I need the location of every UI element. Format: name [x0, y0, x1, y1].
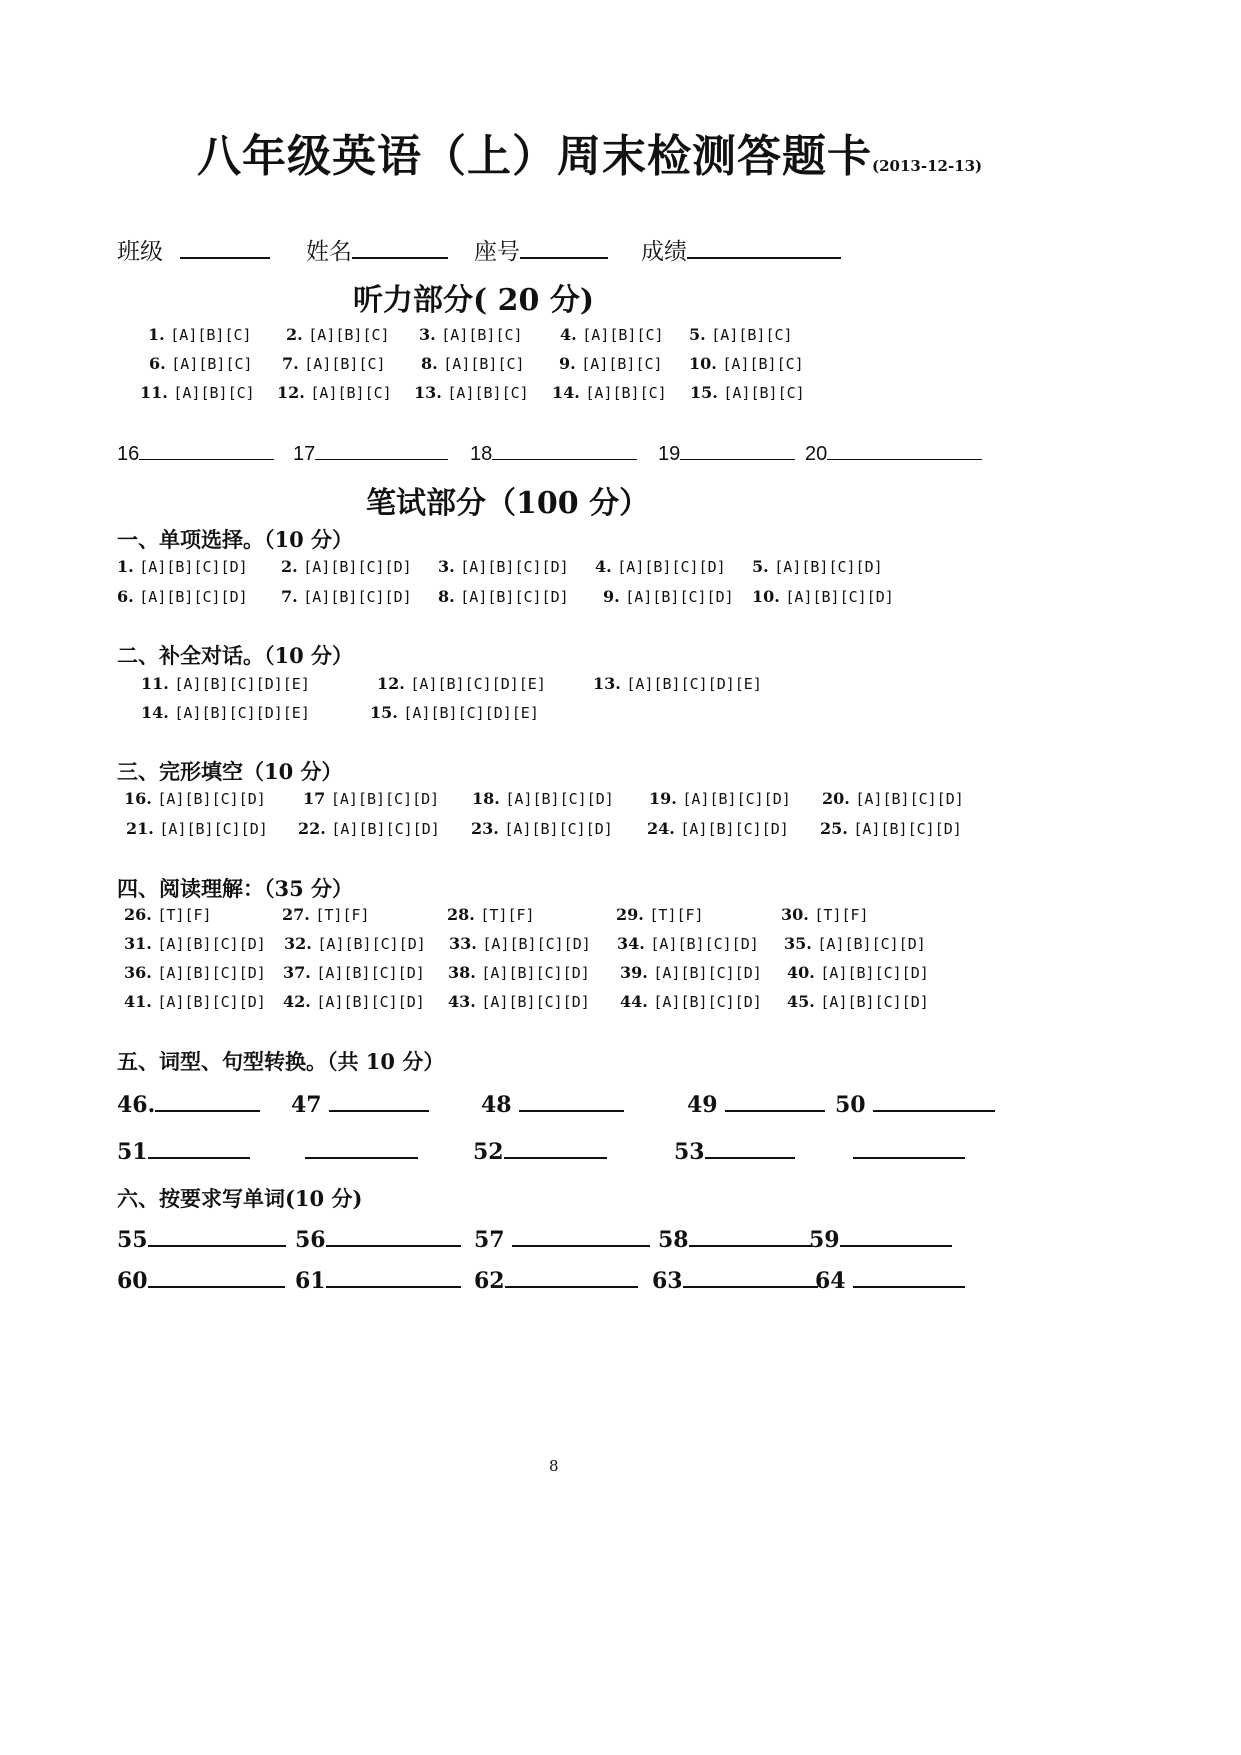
s5-blank-7 — [305, 1139, 418, 1165]
blank-number: 52 — [473, 1139, 504, 1165]
s5-blank-1 — [117, 1092, 260, 1118]
answer-options[interactable]: [A][B][C][D] — [653, 964, 762, 982]
question-number: 11. — [140, 383, 174, 402]
s5-blank-6 — [117, 1139, 250, 1165]
answer-options[interactable]: [T][F] — [814, 906, 869, 924]
question-number: 17 — [303, 789, 331, 808]
blank-number: 51 — [117, 1139, 148, 1165]
answer-options[interactable]: [A][B][C] — [585, 384, 667, 402]
question-number: 24. — [647, 819, 681, 838]
answer-options[interactable]: [A][B][C][D] — [460, 558, 569, 576]
listening-question-3[interactable] — [419, 325, 523, 344]
answer-options[interactable]: [A][B][C][D][E] — [174, 675, 310, 693]
blank-number: 58 — [658, 1227, 689, 1253]
answer-options[interactable]: [A][B][C][D][E] — [626, 675, 762, 693]
blank-number: 49 — [687, 1092, 726, 1118]
s4-question-32[interactable] — [284, 934, 426, 953]
s3-question-18[interactable] — [472, 789, 614, 808]
s6-blank-61 — [295, 1268, 461, 1294]
s4-question-41[interactable] — [124, 992, 266, 1011]
s4-question-28[interactable] — [447, 905, 535, 924]
listening-question-13[interactable] — [414, 383, 529, 402]
s4-question-44[interactable] — [620, 992, 762, 1011]
answer-options[interactable]: [A][B][C][D] — [460, 588, 569, 606]
listening-question-12[interactable] — [277, 383, 392, 402]
answer-blank[interactable] — [683, 1268, 818, 1288]
blank-number: 47 — [291, 1092, 330, 1118]
s5-blank-4 — [687, 1092, 825, 1118]
answer-options[interactable]: [A][B][C] — [582, 326, 664, 344]
question-number: 7. — [282, 354, 305, 373]
question-number: 28. — [447, 905, 481, 924]
question-number: 29. — [616, 905, 650, 924]
listening-question-8[interactable] — [421, 354, 525, 373]
question-number: 6. — [117, 587, 140, 606]
question-number: 27. — [282, 905, 316, 924]
s1-question-5[interactable] — [752, 557, 883, 576]
answer-options[interactable]: [A][B][C][D] — [139, 558, 248, 576]
s5-blank-3 — [481, 1092, 624, 1118]
answer-blank[interactable] — [148, 1139, 250, 1159]
answer-options[interactable]: [A][B][C][D] — [331, 820, 440, 838]
question-number: 33. — [449, 934, 483, 953]
answer-options[interactable]: [T][F] — [649, 906, 704, 924]
listening-question-11[interactable] — [140, 383, 255, 402]
question-number: 35. — [784, 934, 818, 953]
blank-number: 50 — [835, 1092, 874, 1118]
question-number: 37. — [283, 963, 317, 982]
question-number: 40. — [787, 963, 821, 982]
question-number: 38. — [448, 963, 482, 982]
blank-number: 53 — [674, 1139, 705, 1165]
answer-options[interactable]: [A][B][C][D] — [159, 820, 268, 838]
answer-options[interactable]: [A][B][C] — [173, 384, 255, 402]
answer-options[interactable]: [A][B][C][D] — [680, 820, 789, 838]
question-number: 16. — [124, 789, 158, 808]
blank-number: 56 — [295, 1227, 326, 1253]
s3-question-23[interactable] — [471, 819, 613, 838]
blank-number: 64 — [815, 1268, 854, 1294]
s4-question-45[interactable] — [787, 992, 929, 1011]
listening-question-10[interactable] — [689, 354, 804, 373]
answer-options[interactable]: [A][B][C][D] — [855, 790, 964, 808]
answer-blank[interactable] — [689, 1227, 812, 1247]
answer-blank[interactable] — [492, 441, 637, 460]
answer-options[interactable]: [A][B][C][D] — [139, 588, 248, 606]
name-info — [306, 233, 448, 266]
s1-question-6[interactable] — [117, 587, 248, 606]
question-number: 45. — [787, 992, 821, 1011]
answer-options[interactable]: [A][B][C][D][E] — [403, 704, 539, 722]
question-number: 13. — [414, 383, 448, 402]
answer-options[interactable]: [A][B][C][D] — [317, 935, 426, 953]
answer-options[interactable]: [A][B][C] — [310, 384, 392, 402]
answer-blank[interactable] — [873, 1092, 995, 1112]
answer-options[interactable]: [A][B][C][D] — [330, 790, 440, 808]
question-number: 26. — [124, 905, 158, 924]
question-number: 13. — [593, 674, 627, 693]
listening-question-7[interactable] — [282, 354, 386, 373]
s4-question-29[interactable] — [616, 905, 704, 924]
s6-blank-63 — [652, 1268, 818, 1294]
s6-blank-55 — [117, 1227, 286, 1253]
question-number: 15. — [690, 383, 724, 402]
seat-field[interactable] — [520, 235, 608, 259]
s4-question-40[interactable] — [787, 963, 929, 982]
listening-fill-20 — [805, 441, 982, 466]
s4-question-27[interactable] — [282, 905, 370, 924]
section-3-heading: 三、完形填空（10 分） — [117, 759, 343, 784]
answer-options[interactable]: [A][B][C][D][E] — [410, 675, 546, 693]
question-number: 36. — [124, 963, 158, 982]
blank-number: 17 — [293, 443, 316, 465]
question-number: 8. — [438, 587, 461, 606]
question-number: 5. — [689, 325, 712, 344]
answer-options[interactable]: [A][B][C][D] — [316, 993, 425, 1011]
answer-options[interactable]: [A][B][C][D] — [303, 588, 412, 606]
answer-options[interactable]: [A][B][C][D] — [303, 558, 412, 576]
s6-blank-60 — [117, 1268, 285, 1294]
blank-number: 16 — [117, 443, 140, 465]
s4-question-39[interactable] — [620, 963, 762, 982]
s3-question-17[interactable] — [303, 789, 439, 808]
answer-options[interactable]: [A][B][C][D] — [482, 935, 591, 953]
answer-blank[interactable] — [329, 1092, 429, 1112]
s4-question-33[interactable] — [449, 934, 591, 953]
answer-blank[interactable] — [705, 1139, 795, 1159]
question-number: 9. — [603, 587, 626, 606]
answer-options[interactable]: [A][B][C][D] — [820, 993, 929, 1011]
blank-number: 60 — [117, 1268, 148, 1294]
question-number: 6. — [149, 354, 172, 373]
s4-question-34[interactable] — [617, 934, 759, 953]
blank-number: 20 — [805, 443, 828, 465]
answer-options[interactable]: [A][B][C] — [304, 355, 386, 373]
answer-options[interactable]: [A][B][C][D] — [820, 964, 929, 982]
answer-options[interactable]: [A][B][C][D] — [853, 820, 962, 838]
question-number: 3. — [419, 325, 442, 344]
s4-question-35[interactable] — [784, 934, 926, 953]
seat-label: 座号 — [474, 239, 520, 265]
answer-options[interactable]: [A][B][C][D] — [157, 993, 266, 1011]
answer-options[interactable]: [A][B][C][D] — [650, 935, 759, 953]
title-text: 八年级英语（上）周末检测答题卡 — [197, 131, 872, 182]
s1-question-8[interactable] — [438, 587, 569, 606]
s3-question-21[interactable] — [126, 819, 268, 838]
answer-options[interactable]: [A][B][C] — [723, 384, 805, 402]
question-number: 10. — [752, 587, 786, 606]
question-number: 9. — [559, 354, 582, 373]
answer-blank[interactable] — [504, 1139, 607, 1159]
answer-blank[interactable] — [148, 1227, 286, 1247]
section-2-heading: 二、补全对话。（10 分） — [117, 643, 354, 668]
section-4-heading: 四、阅读理解：（35 分） — [117, 876, 354, 901]
answer-options[interactable]: [A][B][C][D] — [625, 588, 734, 606]
answer-options[interactable]: [A][B][C][D] — [481, 993, 590, 1011]
question-number: 14. — [141, 703, 175, 722]
blank-number: 19 — [658, 443, 681, 465]
s4-question-37[interactable] — [283, 963, 425, 982]
blank-number: 57 — [474, 1227, 513, 1253]
question-number: 4. — [595, 557, 618, 576]
answer-options[interactable]: [A][B][C][D] — [774, 558, 883, 576]
answer-options[interactable]: [A][B][C][D] — [157, 935, 266, 953]
listening-fill-16 — [117, 441, 274, 466]
s5-blank-9 — [674, 1139, 795, 1165]
s6-blank-57 — [474, 1227, 650, 1253]
s2-question-15[interactable] — [370, 703, 539, 722]
class-field[interactable] — [180, 235, 270, 259]
name-field[interactable] — [352, 235, 448, 259]
blank-number: 63 — [652, 1268, 683, 1294]
answer-options[interactable]: [A][B][C][D] — [157, 790, 266, 808]
s3-question-19[interactable] — [649, 789, 791, 808]
question-number: 5. — [752, 557, 775, 576]
answer-options[interactable]: [A][B][C] — [171, 355, 253, 373]
answer-options[interactable]: [A][B][C][D] — [157, 964, 266, 982]
listening-question-15[interactable] — [690, 383, 805, 402]
question-number: 22. — [298, 819, 332, 838]
blank-number: 59 — [809, 1227, 840, 1253]
question-number: 43. — [448, 992, 482, 1011]
answer-options[interactable]: [A][B][C][D] — [504, 820, 613, 838]
answer-options[interactable]: [A][B][C][D] — [617, 558, 726, 576]
listening-fill-17 — [293, 441, 448, 466]
s2-question-12[interactable] — [377, 674, 546, 693]
answer-blank[interactable] — [315, 441, 448, 460]
s4-question-38[interactable] — [448, 963, 590, 982]
s1-question-3[interactable] — [438, 557, 569, 576]
answer-options[interactable]: [A][B][C] — [308, 326, 390, 344]
answer-options[interactable]: [A][B][C] — [441, 326, 523, 344]
question-number: 15. — [370, 703, 404, 722]
listening-question-14[interactable] — [552, 383, 667, 402]
question-number: 10. — [689, 354, 723, 373]
s2-question-14[interactable] — [141, 703, 310, 722]
s5-blank-2 — [291, 1092, 429, 1118]
s3-question-25[interactable] — [820, 819, 962, 838]
answer-blank[interactable] — [505, 1268, 638, 1288]
s4-question-42[interactable] — [283, 992, 425, 1011]
question-number: 30. — [781, 905, 815, 924]
seat-info — [474, 233, 608, 266]
answer-options[interactable]: [A][B][C][D] — [505, 790, 614, 808]
s3-question-24[interactable] — [647, 819, 789, 838]
answer-options[interactable]: [T][F] — [315, 906, 370, 924]
name-label: 姓名 — [306, 239, 352, 265]
blank-number: 61 — [295, 1268, 326, 1294]
answer-blank[interactable] — [840, 1227, 952, 1247]
question-number: 21. — [126, 819, 160, 838]
s5-blank-8 — [473, 1139, 607, 1165]
answer-blank[interactable] — [155, 1092, 260, 1112]
answer-blank[interactable] — [148, 1268, 285, 1288]
answer-options[interactable]: [A][B][C][D] — [653, 993, 762, 1011]
answer-options[interactable]: [A][B][C][D] — [785, 588, 894, 606]
question-number: 11. — [141, 674, 175, 693]
s6-blank-62 — [474, 1268, 638, 1294]
listening-question-4[interactable] — [560, 325, 664, 344]
question-number: 2. — [281, 557, 304, 576]
answer-blank[interactable] — [853, 1268, 965, 1288]
blank-number: 46. — [117, 1092, 156, 1118]
answer-options[interactable]: [A][B][C][D] — [682, 790, 791, 808]
s5-blank-5 — [835, 1092, 995, 1118]
answer-blank[interactable] — [305, 1139, 418, 1159]
section-1-heading: 一、单项选择。（10 分） — [117, 527, 354, 552]
s1-question-10[interactable] — [752, 587, 894, 606]
answer-options[interactable]: [T][F] — [480, 906, 535, 924]
answer-blank[interactable] — [512, 1227, 650, 1247]
score-field[interactable] — [687, 235, 841, 259]
question-number: 20. — [822, 789, 856, 808]
score-info — [641, 233, 841, 266]
answer-options[interactable]: [A][B][C] — [447, 384, 529, 402]
s2-question-13[interactable] — [593, 674, 762, 693]
listening-question-2[interactable] — [286, 325, 390, 344]
written-title: 笔试部分（100 分） — [366, 486, 650, 521]
class-label: 班级 — [117, 239, 163, 265]
answer-options[interactable]: [A][B][C] — [170, 326, 252, 344]
question-number: 8. — [421, 354, 444, 373]
listening-title: 听力部分( 20 分) — [353, 283, 595, 318]
s6-blank-58 — [658, 1227, 812, 1253]
question-number: 23. — [471, 819, 505, 838]
answer-options[interactable]: [A][B][C][D] — [481, 964, 590, 982]
answer-options[interactable]: [A][B][C][D] — [817, 935, 926, 953]
answer-blank[interactable] — [326, 1268, 461, 1288]
question-number: 4. — [560, 325, 583, 344]
listening-question-5[interactable] — [689, 325, 793, 344]
section-5-heading: 五、词型、句型转换。（共 10 分） — [117, 1049, 445, 1074]
title-date: (2013-12-13) — [872, 157, 983, 175]
s6-blank-64 — [815, 1268, 965, 1294]
listening-fill-19 — [658, 441, 795, 466]
s1-question-7[interactable] — [281, 587, 412, 606]
answer-blank[interactable] — [853, 1139, 965, 1159]
question-number: 1. — [117, 557, 140, 576]
question-number: 12. — [377, 674, 411, 693]
question-number: 44. — [620, 992, 654, 1011]
answer-blank[interactable] — [139, 441, 274, 460]
s5-blank-10 — [853, 1139, 965, 1165]
blank-number: 62 — [474, 1268, 505, 1294]
answer-blank[interactable] — [725, 1092, 825, 1112]
s1-question-9[interactable] — [603, 587, 734, 606]
answer-blank[interactable] — [519, 1092, 624, 1112]
blank-number: 48 — [481, 1092, 520, 1118]
section-6-heading: 六、按要求写单词(10 分) — [117, 1186, 363, 1211]
answer-options[interactable]: [A][B][C][D][E] — [174, 704, 310, 722]
question-number: 19. — [649, 789, 683, 808]
answer-options[interactable]: [A][B][C] — [443, 355, 525, 373]
answer-blank[interactable] — [827, 441, 982, 460]
answer-options[interactable]: [A][B][C] — [581, 355, 663, 373]
s4-question-26[interactable] — [124, 905, 212, 924]
question-number: 1. — [148, 325, 171, 344]
question-number: 25. — [820, 819, 854, 838]
s1-question-4[interactable] — [595, 557, 726, 576]
question-number: 3. — [438, 557, 461, 576]
s4-question-30[interactable] — [781, 905, 869, 924]
page-title — [197, 120, 982, 184]
blank-number: 18 — [470, 443, 493, 465]
question-number: 39. — [620, 963, 654, 982]
s1-question-1[interactable] — [117, 557, 248, 576]
question-number: 2. — [286, 325, 309, 344]
question-number: 14. — [552, 383, 586, 402]
question-number: 12. — [277, 383, 311, 402]
listening-question-1[interactable] — [148, 325, 252, 344]
question-number: 32. — [284, 934, 318, 953]
answer-blank[interactable] — [680, 441, 795, 460]
s3-question-16[interactable] — [124, 789, 266, 808]
question-number: 18. — [472, 789, 506, 808]
answer-options[interactable]: [A][B][C][D] — [316, 964, 425, 982]
answer-options[interactable]: [T][F] — [157, 906, 212, 924]
s6-blank-56 — [295, 1227, 461, 1253]
listening-question-6[interactable] — [149, 354, 253, 373]
question-number: 7. — [281, 587, 304, 606]
listening-question-9[interactable] — [559, 354, 663, 373]
answer-options[interactable]: [A][B][C] — [711, 326, 793, 344]
s4-question-31[interactable] — [124, 934, 266, 953]
s1-question-2[interactable] — [281, 557, 412, 576]
s6-blank-59 — [809, 1227, 952, 1253]
question-number: 42. — [283, 992, 317, 1011]
listening-fill-18 — [470, 441, 637, 466]
question-number: 31. — [124, 934, 158, 953]
s4-question-43[interactable] — [448, 992, 590, 1011]
question-number: 41. — [124, 992, 158, 1011]
answer-options[interactable]: [A][B][C] — [722, 355, 804, 373]
blank-number: 55 — [117, 1227, 148, 1253]
s4-question-36[interactable] — [124, 963, 266, 982]
question-number: 34. — [617, 934, 651, 953]
answer-blank[interactable] — [326, 1227, 461, 1247]
s3-question-20[interactable] — [822, 789, 964, 808]
student-info-row — [117, 233, 270, 266]
score-label: 成绩 — [641, 239, 687, 265]
page-number: 8 — [549, 1457, 559, 1475]
s2-question-11[interactable] — [141, 674, 310, 693]
s3-question-22[interactable] — [298, 819, 440, 838]
